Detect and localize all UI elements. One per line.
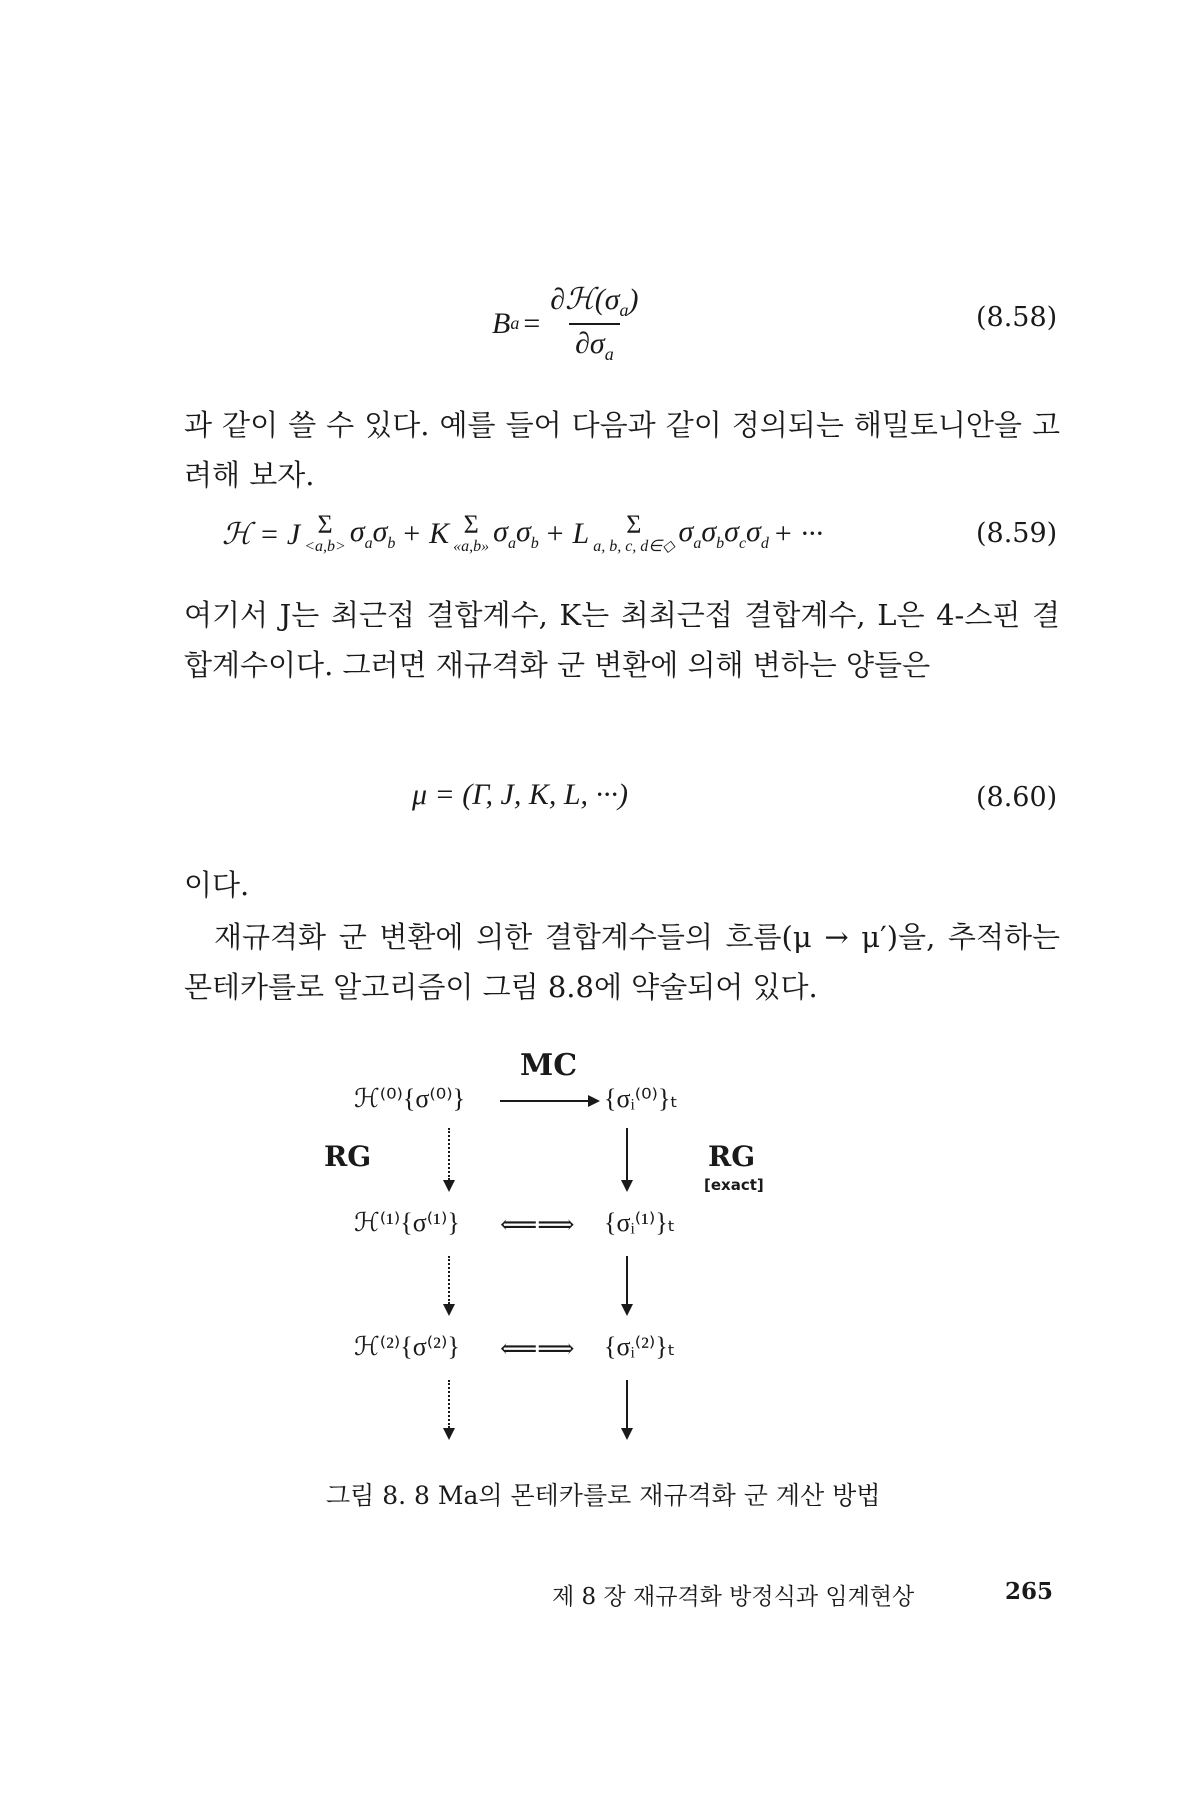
rg-left-dotted-arrow-0-head <box>443 1180 455 1192</box>
eq-8-58-number: (8.58) <box>976 302 1058 333</box>
eq-8-60-number: (8.60) <box>976 782 1058 813</box>
eq-8-59-plus-l: + L <box>544 517 590 550</box>
row-0-right: {σᵢ⁽⁰⁾}ₜ <box>604 1084 679 1113</box>
rg-right-label: RG <box>708 1140 756 1173</box>
right-arrow-1-head <box>621 1304 633 1316</box>
paragraph-1: 과 같이 쓸 수 있다. 예를 들어 다음과 같이 정의되는 해밀토니안을 고려해 보자. <box>184 408 1060 492</box>
row-2-left: ℋ⁽²⁾{σ⁽²⁾} <box>354 1332 460 1361</box>
rg-right-arrow-0 <box>626 1128 628 1180</box>
figure-caption: 그림 8. 8 Ma의 몬테카를로 재규격화 군 계산 방법 <box>326 1481 881 1510</box>
double-arrow-1: ⟸⟹ <box>500 1210 575 1240</box>
eq-8-58-denominator-sub: a <box>604 344 614 364</box>
eq-8-59-number: (8.59) <box>976 518 1058 549</box>
eq-8-58-fraction <box>544 282 644 365</box>
equation-8-58 <box>492 282 645 365</box>
eq-8-59-tail: + ··· <box>772 517 824 550</box>
eq-8-58-lhs: B <box>492 306 511 340</box>
row-1-right: {σᵢ⁽¹⁾}ₜ <box>604 1208 676 1237</box>
eq-8-58-numerator-sub: a <box>619 300 629 320</box>
equation-8-59 <box>222 512 823 556</box>
eq-8-59-sum-2-sub: «a,b» <box>453 538 490 555</box>
left-dotted-arrow-1-head <box>443 1304 455 1316</box>
mc-arrow <box>500 1100 590 1102</box>
row-2-right: {σᵢ⁽²⁾}ₜ <box>604 1332 676 1361</box>
running-footer-chapter: 제 8 장 재규격화 방정식과 임계현상 <box>552 1584 915 1610</box>
rg-right-note: [exact] <box>704 1176 764 1194</box>
eq-8-59-sum-1: Σ <a,b> <box>304 510 346 555</box>
eq-8-59-sum-2: Σ «a,b» <box>453 510 490 555</box>
eq-8-58-numerator-close: ) <box>628 283 639 316</box>
eq-8-58-equals: = <box>523 306 541 340</box>
eq-8-58-denominator: ∂σ <box>575 327 605 360</box>
mc-label: MC <box>520 1048 578 1083</box>
eq-8-58-lhs-sub: a <box>510 313 520 333</box>
eq-8-58-numerator: ∂ℋ(σ <box>550 283 620 316</box>
eq-8-59-plus-k: + K <box>401 517 450 550</box>
eq-8-59-term-3: $\sigma_a\sigma_b\sigma_c\sigma_d$ <box>678 515 769 552</box>
rg-left-dotted-arrow-0 <box>448 1128 452 1180</box>
double-arrow-2: ⟸⟹ <box>500 1334 575 1364</box>
eq-8-59-sum-3: Σ a, b, c, d∈◇ <box>593 510 675 555</box>
page-number: 265 <box>1005 1578 1054 1605</box>
left-dotted-arrow-2-head <box>443 1428 455 1440</box>
right-arrow-1 <box>626 1256 628 1304</box>
eq-8-59-sum-3-sub: a, b, c, d∈◇ <box>593 538 675 555</box>
right-arrow-2 <box>626 1380 628 1428</box>
mc-arrow-head <box>588 1095 600 1107</box>
rg-right-arrow-0-head <box>621 1180 633 1192</box>
eq-8-59-lhs: ℋ = J <box>222 517 301 551</box>
eq-8-59-term-2: $\sigma_a\sigma_b$ <box>493 515 539 552</box>
rg-left-label: RG <box>324 1140 372 1173</box>
paragraph-3: 이다. <box>184 868 250 902</box>
row-0-left: ℋ⁽⁰⁾{σ⁽⁰⁾} <box>354 1084 466 1113</box>
paragraph-2: 여기서 J는 최근접 결합계수, K는 최최근접 결합계수, L은 4-스핀 결합계수이다. 그러면 재규격화 군 변환에 의해 변하는 양들은 <box>184 598 1060 682</box>
row-1-left: ℋ⁽¹⁾{σ⁽¹⁾} <box>354 1208 460 1237</box>
left-dotted-arrow-1 <box>448 1256 452 1304</box>
right-arrow-2-head <box>621 1428 633 1440</box>
equation-8-60: μ = (Γ, J, K, L, ···) <box>412 778 629 811</box>
eq-8-59-sum-1-sub: <a,b> <box>304 538 346 555</box>
eq-8-59-term-1: $\sigma_a\sigma_b$ <box>349 515 396 552</box>
paragraph-4: 재규격화 군 변환에 의한 결합계수들의 흐름(μ → μ′)을, 추적하는 몬테카를로 알고리즘이 그림 8.8에 약술되어 있다. <box>184 920 1060 1004</box>
left-dotted-arrow-2 <box>448 1380 452 1428</box>
